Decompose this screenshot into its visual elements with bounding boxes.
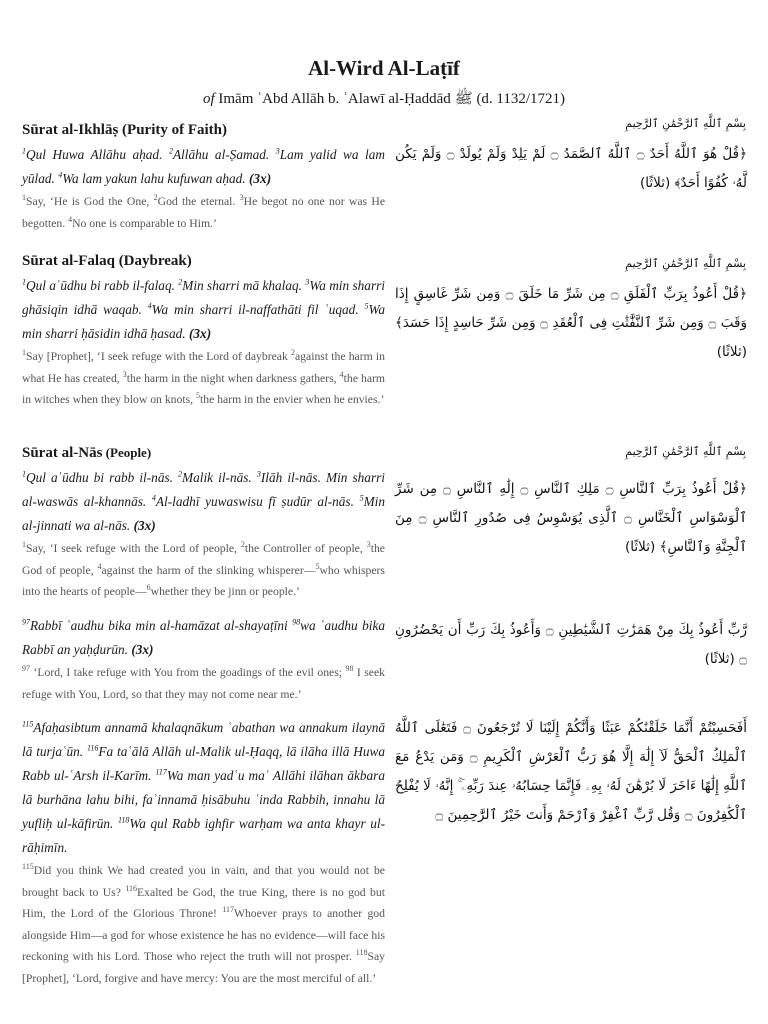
section-verses-115-118: [22, 716, 385, 989]
section-ikhlas: [22, 122, 385, 234]
section-heading: Sūrat al-Falaq (Daybreak): [22, 253, 192, 269]
basmala: بِسْمِ ٱللَّهِ ٱلرَّحْمَٰنِ ٱلرَّحِيمِ: [625, 117, 746, 130]
repeat-count: (3x): [133, 518, 156, 533]
author-name: Imām ʿAbd Allāh b. ʿAlawī al-Ḥaddād: [214, 91, 455, 107]
section-nas: [22, 445, 385, 603]
translation: $^{115}$Did you think We had created you in vain, and that you would not be brought back to Us? $^{116}$Exalted be God, the true King, there is no god but Him, the Lord of the Glorious Throne! $^{117}$Whoever prays to another god alongside Him—a god for whose existence he has no evidence—will face his reckoning with his Lord. Those who reject the truth will not prosper. $^{118}$Say [Prophet], ‘Lord, forgive and have mercy: You are the most merciful of all.’: [22, 862, 385, 985]
translation: $^{97}$ ‘Lord, I take refuge with You from the goadings of the evil ones; $^{98}$ I seek refuge with You, Lord, so that they may not come near me.’: [22, 664, 385, 701]
arabic-text-falaq: ﴿قُلْ أَعُوذُ بِرَبِّ ٱلْفَلَقِ ۝ مِن شَرِّ مَا خَلَقَ ۝ وَمِن شَرِّ غَاسِقٍ إِذَا وَقَبَ ۝ وَمِن شَرِّ ٱلنَّفَّٰثَٰتِ فِى ٱلْعُقَدِ ۝ وَمِن شَرِّ حَاسِدٍ إِذَا حَسَدَ﴾ (ثلاثًا): [395, 286, 748, 360]
page-title: Al-Wird Al-Laṭīf: [308, 56, 460, 80]
arabic-text-ikhlas: ﴿قُلْ هُوَ ٱللَّهُ أَحَدٌ ۝ ٱللَّهُ ٱلصَّمَدُ ۝ لَمْ يَلِدْ وَلَمْ يُولَدْ ۝ وَلَمْ يَكُن لَّهُۥ كُفُوًا أَحَدٌ﴾ (ثلاثًا): [395, 146, 747, 191]
section-falaq: [22, 253, 385, 411]
transliteration: $^1$Qul Huwa Allāhu aḥad. $^2$Allāhu al-Ṣamad. $^3$Lam yalid wa lam yūlad. $^4$Wa lam yakun lahu kufuwan aḥad. (3x): [22, 146, 385, 186]
section-heading: Sūrat al-Nās (People): [22, 445, 152, 461]
repeat-count: (3x): [188, 326, 212, 341]
author-byline: [0, 89, 768, 111]
arabic-text-nas: ﴿قُلْ أَعُوذُ بِرَبِّ ٱلنَّاسِ ۝ مَلِكِ ٱلنَّاسِ ۝ إِلَٰهِ ٱلنَّاسِ ۝ مِن شَرِّ ٱلْوَسْوَاسِ ٱلْخَنَّاسِ ۝ ٱلَّذِى يُوَسْوِسُ فِى صُدُورِ ٱلنَّاسِ ۝ مِنَ ٱلْجِنَّةِ وَٱلنَّاسِ﴾ (ثلاثًا): [395, 481, 747, 555]
translation: $^1$Say, ‘I seek refuge with the Lord of people, $^2$the Controller of people, $^3$the God of people, $^4$against the harm of the slinking whisperer—$^5$who whispers into the hearts of people—$^6$whether they be jinn or people.’: [22, 540, 385, 598]
transliteration: $^1$Qul aʿūdhu bi rabb il-nās. $^2$Malik il-nās. $^3$Ilāh il-nās. Min sharri al-waswās al-khannās. $^4$Al-ladhī yuwaswisu fī ṣudūr al-nās. $^5$Min al-jinnati wa al-nās. (3x): [22, 469, 386, 533]
repeat-count: (3x): [248, 171, 272, 186]
arabic-text-97-98: رَّبِّ أَعُوذُ بِكَ مِنْ هَمَزَٰتِ ٱلشَّيَٰطِينِ ۝ وَأَعُوذُ بِكَ رَبِّ أَن يَحْضُرُونِ ۝ (ثلاثًا): [395, 622, 747, 667]
transliteration: $^1$Qul aʿūdhu bi rabb il-falaq. $^2$Min sharri mā khalaq. $^3$Wa min sharri ghāsiqin idhā waqab. $^4$Wa min sharri il-naffathāti fil ʿuqad. $^5$Wa min sharri ḥāsidin idhā ḥasad. (3x): [22, 277, 385, 341]
translation: $^1$Say, ‘He is God the One, $^2$God the eternal. $^3$He begot no one nor was He begotten. $^4$No one is comparable to Him.’: [22, 193, 386, 230]
repeat-count: (3x): [131, 642, 154, 657]
basmala: بِسْمِ ٱللَّهِ ٱلرَّحْمَٰنِ ٱلرَّحِيمِ: [625, 445, 746, 458]
section-heading: Sūrat al-Ikhlāṣ (Purity of Faith): [22, 122, 228, 138]
transliteration: $^{97}$Rabbī ʿaudhu bika min al-hamāzat al-shayaṭīni $^{98}$wa ʿaudhu bika Rabbī an yaḥḍurūn. (3x): [22, 617, 385, 657]
arabic-text-115-118: أَفَحَسِبْتُمْ أَنَّمَا خَلَقْنَٰكُمْ عَبَثًا وَأَنَّكُمْ إِلَيْنَا لَا تُرْجَعُونَ ۝ فَتَعَٰلَى ٱللَّهُ ٱلْمَلِكُ ٱلْحَقُّ لَآ إِلَٰهَ إِلَّا هُوَ رَبُّ ٱلْعَرْشِ ٱلْكَرِيمِ ۝ وَمَن يَدْعُ مَعَ ٱللَّهِ إِلَٰهًا ءَاخَرَ لَا بُرْهَٰنَ لَهُۥ بِهِۦ فَإِنَّمَا حِسَابُهُۥ عِندَ رَبِّهِۦٓ ۚ إِنَّهُۥ لَا يُفْلِحُ ٱلْكَٰفِرُونَ ۝ وَقُل رَّبِّ ٱغْفِرْ وَٱرْحَمْ وَأَنتَ خَيْرُ ٱلرَّٰحِمِينَ ۝: [395, 720, 748, 823]
author-date: (d. 1132/1721): [472, 91, 566, 107]
basmala: بِسْمِ ٱللَّهِ ٱلرَّحْمَٰنِ ٱلرَّحِيمِ: [625, 257, 746, 270]
honorific-glyph: ﷺ: [454, 91, 473, 107]
transliteration: $^{115}$Afaḥasibtum annamā khalaqnākum ʿabathan wa annakum ilaynā lā turjaʿūn. $^{116}$Fa taʿālā Allāh ul-Malik ul-Ḥaqq, lā ilāha illā Huwa Rabb ul-ʿArsh il-Karīm. $^{117}$Wa man yadʿu maʿ Allāhi ilāhan ākbara lā burhāna lahu bihi, faʾinnamā ḥisābuhu ʿinda Rabbih, innahu lā yufliḥ ul-kāfirūn. $^{118}$Wa qul Rabb ighfir warḥam wa anta khayr ul-rāḥimīn.: [22, 719, 385, 855]
translation: $^1$Say [Prophet], ‘I seek refuge with the Lord of daybreak $^2$against the harm in what He has created, $^3$the harm in the night when darkness gathers, $^4$the harm in witches when they blow on knots, $^5$the harm in the envier when he envies.’: [22, 348, 385, 406]
byline-of: of: [202, 91, 215, 107]
section-verses-97-98: [22, 614, 385, 705]
